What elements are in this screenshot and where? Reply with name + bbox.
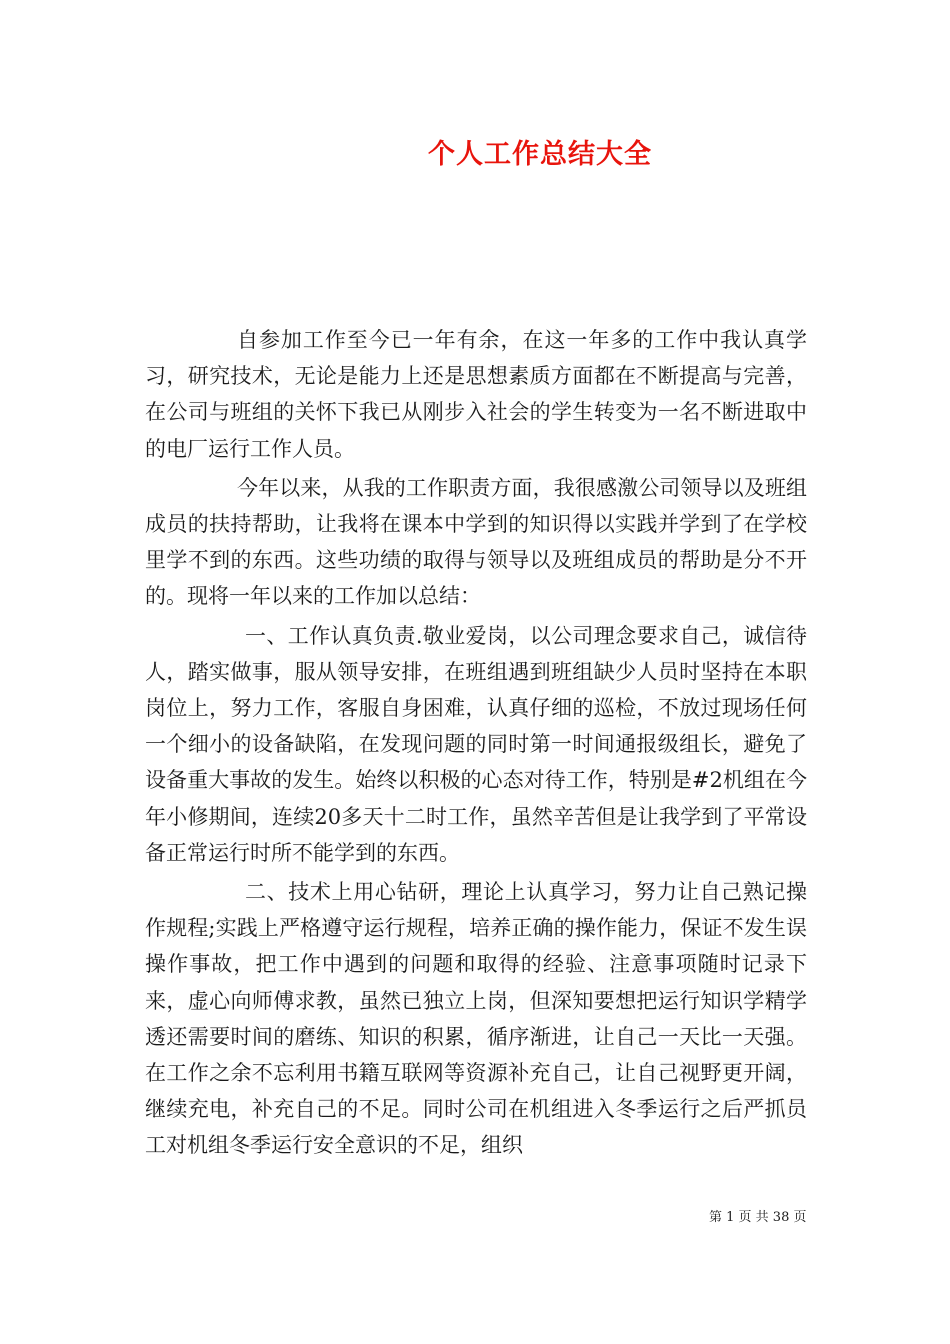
document-body — [145, 322, 807, 1167]
paragraph-section-two: 二、技术上用心钻研，理论上认真学习，努力让自己熟记操作规程;实践上严格遵守运行规程，培养正确的操作能力，保证不发生误操作事故，把工作中遇到的问题和取得的经验、注意事项随时记录下来，虚心向师傅求教，虽然已独立上岗，但深知要想把运行知识学精学透还需要时间的磨练、知识的积累，循序渐进，让自己一天比一天强。在工作之余不忘利用书籍互联网等资源补充自己，让自己视野更开阔，继续充电，补充自己的不足。同时公司在机组进入冬季运行之后严抓员工对机组冬季运行安全意识的不足，组织 — [145, 880, 807, 1158]
document-title: 个人工作总结大全 — [428, 139, 652, 170]
page-number-footer: 第 1 页 共 38 页 — [709, 1210, 807, 1225]
paragraph-intro: 自参加工作至今已一年有余，在这一年多的工作中我认真学习，研究技术，无论是能力上还是思想素质方面都在不断提高与完善，在公司与班组的关怀下我已从刚步入社会的学生转变为一名不断进取中的电厂运行工作人员。 — [145, 328, 807, 461]
paragraph-overview: 今年以来，从我的工作职责方面，我很感激公司领导以及班组成员的扶持帮助，让我将在课本中学到的知识得以实践并学到了在学校里学不到的东西。这些功绩的取得与领导以及班组成员的帮助是分不开的。现将一年以来的工作加以总结： — [145, 475, 807, 609]
paragraph-section-one: 一、工作认真负责.敬业爱岗，以公司理念要求自己，诚信待人，踏实做事，服从领导安排，在班组遇到班组缺少人员时坚持在本职岗位上，努力工作，客服自身困难，认真仔细的巡检，不放过现场任何一个细小的设备缺陷，在发现问题的同时第一时间通报级组长，避免了设备重大事故的发生。始终以积极的心态对待工作，特别是#2机组在今年小修期间，连续20多天十二时工作，虽然辛苦但是让我学到了平常设备正常运行时所不能学到的东西。 — [145, 623, 807, 865]
